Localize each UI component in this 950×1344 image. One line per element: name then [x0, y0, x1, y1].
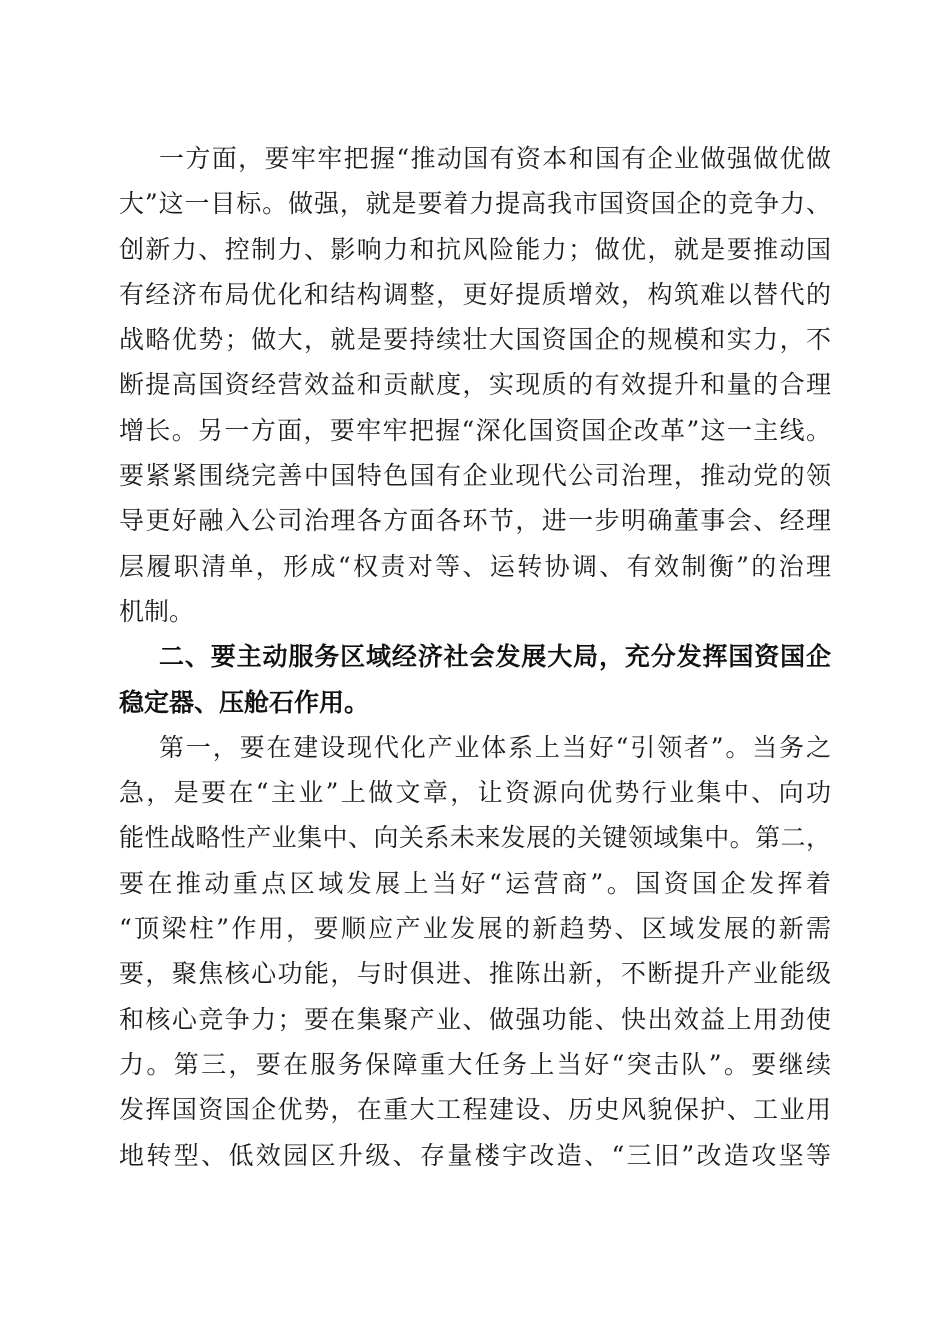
text-line: 创新力、控制力、影响力和抗风险能力；做优，就是要推动国 [119, 234, 831, 264]
text-line: 地转型、低效园区升级、存量楼宇改造、“三旧”改造攻坚等 [119, 1140, 831, 1170]
document-page [119, 136, 831, 1178]
text-line: 要，聚焦核心功能，与时俱进、推陈出新，不断提升产业能级 [119, 959, 831, 989]
heading-line: 稳定器、压舱石作用。 [119, 687, 370, 717]
text-line: 要在推动重点区域发展上当好“运营商”。国资国企发挥着 [119, 868, 831, 898]
text-line: 能性战略性产业集中、向关系未来发展的关键领域集中。第二， [119, 823, 831, 853]
heading-line: 二、要主动服务区域经济社会发展大局，充分发挥国资国企 [159, 642, 831, 672]
paragraph-2 [119, 725, 831, 1178]
text-line: 第一，要在建设现代化产业体系上当好“引领者”。当务之 [159, 732, 831, 762]
text-line: 战略优势；做大，就是要持续壮大国资国企的规模和实力，不 [119, 325, 831, 355]
text-line: 急，是要在“主业”上做文章，让资源向优势行业集中、向功 [119, 778, 831, 808]
text-line: 层履职清单，形成“权责对等、运转协调、有效制衡”的治理 [119, 551, 831, 581]
text-line: 有经济布局优化和结构调整，更好提质增效，构筑难以替代的 [119, 279, 831, 309]
text-line: “顶梁柱”作用，要顺应产业发展的新趋势、区域发展的新需 [119, 914, 831, 944]
section-heading-2 [119, 634, 831, 725]
text-line: 大”这一目标。做强，就是要着力提高我市国资国企的竞争力、 [119, 189, 831, 219]
text-line: 要紧紧围绕完善中国特色国有企业现代公司治理，推动党的领 [119, 461, 831, 491]
text-line: 力。第三，要在服务保障重大任务上当好“突击队”。要继续 [119, 1049, 831, 1079]
text-line: 导更好融入公司治理各方面各环节，进一步明确董事会、经理 [119, 506, 831, 536]
paragraph-1 [119, 136, 831, 634]
text-line: 发挥国资国企优势，在重大工程建设、历史风貌保护、工业用 [119, 1095, 831, 1125]
text-line: 机制。 [119, 596, 195, 626]
text-line: 一方面，要牢牢把握“推动国有资本和国有企业做强做优做 [159, 144, 831, 173]
text-line: 增长。另一方面，要牢牢把握“深化国资国企改革”这一主线。 [119, 415, 831, 445]
text-line: 和核心竞争力；要在集聚产业、做强功能、快出效益上用劲使 [119, 1004, 831, 1034]
text-line: 断提高国资经营效益和贡献度，实现质的有效提升和量的合理 [119, 370, 831, 400]
